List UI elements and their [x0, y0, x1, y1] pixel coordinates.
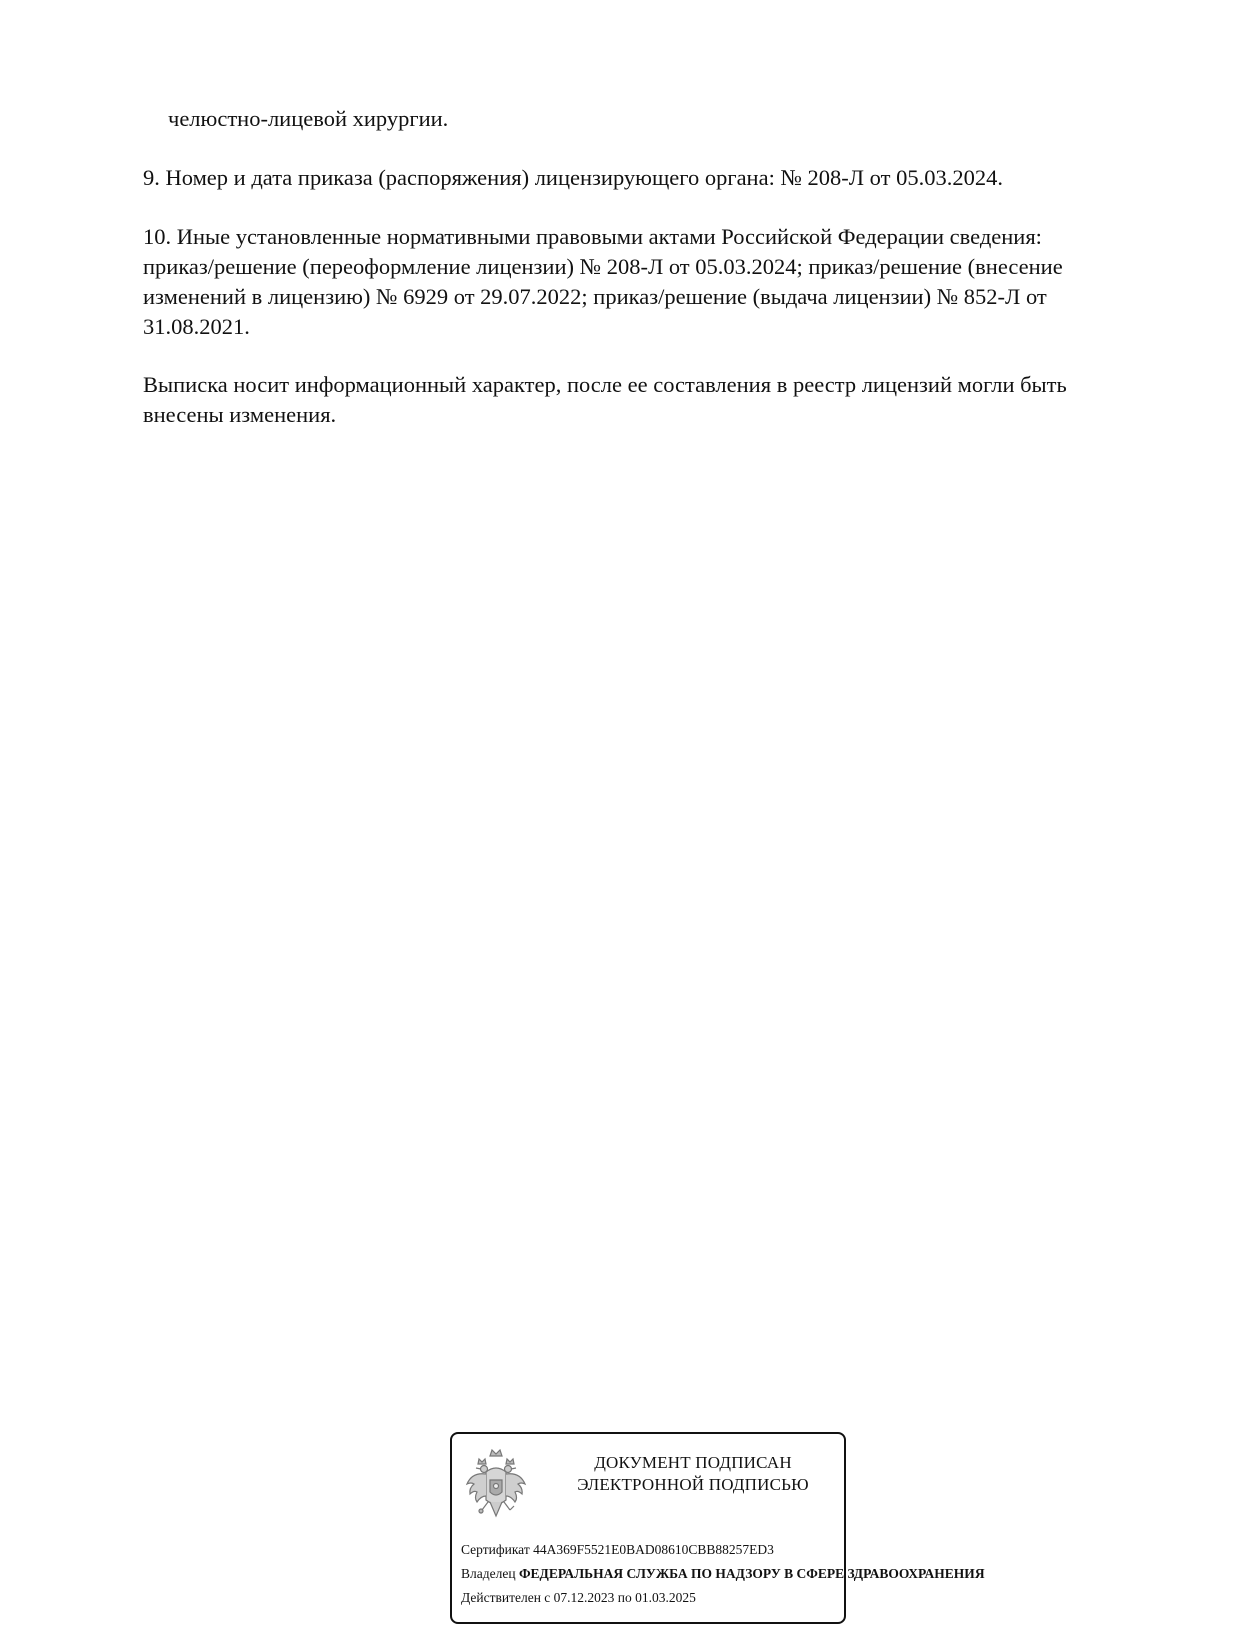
russian-coat-of-arms-icon — [464, 1446, 528, 1524]
validity-line: Действителен с 07.12.2023 по 01.03.2025 — [461, 1590, 696, 1605]
owner-label: Владелец — [461, 1566, 516, 1581]
owner-line — [461, 1562, 985, 1586]
item-9-order-number: 9. Номер и дата приказа (распоряжения) лицензирующего органа: № 208-Л от 05.03.2024. — [143, 165, 1003, 190]
disclaimer-line: внесены изменения. — [143, 402, 337, 427]
stamp-title-line-2: ЭЛЕКТРОННОЙ ПОДПИСЬЮ — [577, 1475, 809, 1494]
electronic-signature-stamp — [450, 1432, 985, 1624]
stamp-title-line-1: ДОКУМЕНТ ПОДПИСАН — [594, 1453, 792, 1472]
continuation-text: челюстно-лицевой хирургии. — [168, 106, 449, 131]
disclaimer-note — [143, 370, 1143, 430]
certificate-value: 44A369F5521E0BAD08610CBB88257ED3 — [533, 1542, 774, 1557]
stamp-title — [548, 1452, 838, 1496]
item-10-line: 31.08.2021. — [143, 314, 250, 339]
item-10-line: приказ/решение (переоформление лицензии) № 208-Л от 05.03.2024; приказ/решение (внесение — [143, 254, 1063, 279]
item-10-line: изменений в лицензию) № 6929 от 29.07.2022; приказ/решение (выдача лицензии) № 852-Л от — [143, 284, 1047, 309]
certificate-label: Сертификат — [461, 1542, 530, 1557]
item-10-line: 10. Иные установленные нормативными правовыми актами Российской Федерации сведения: — [143, 224, 1042, 249]
certificate-line — [461, 1538, 985, 1562]
owner-value: ФЕДЕРАЛЬНАЯ СЛУЖБА ПО НАДЗОРУ В СФЕРЕ ЗДРАВООХРАНЕНИЯ — [518, 1566, 985, 1581]
item-10-other-info — [143, 222, 1143, 342]
disclaimer-line: Выписка носит информационный характер, после ее составления в реестр лицензий могли быть — [143, 372, 1067, 397]
stamp-details — [461, 1538, 985, 1610]
